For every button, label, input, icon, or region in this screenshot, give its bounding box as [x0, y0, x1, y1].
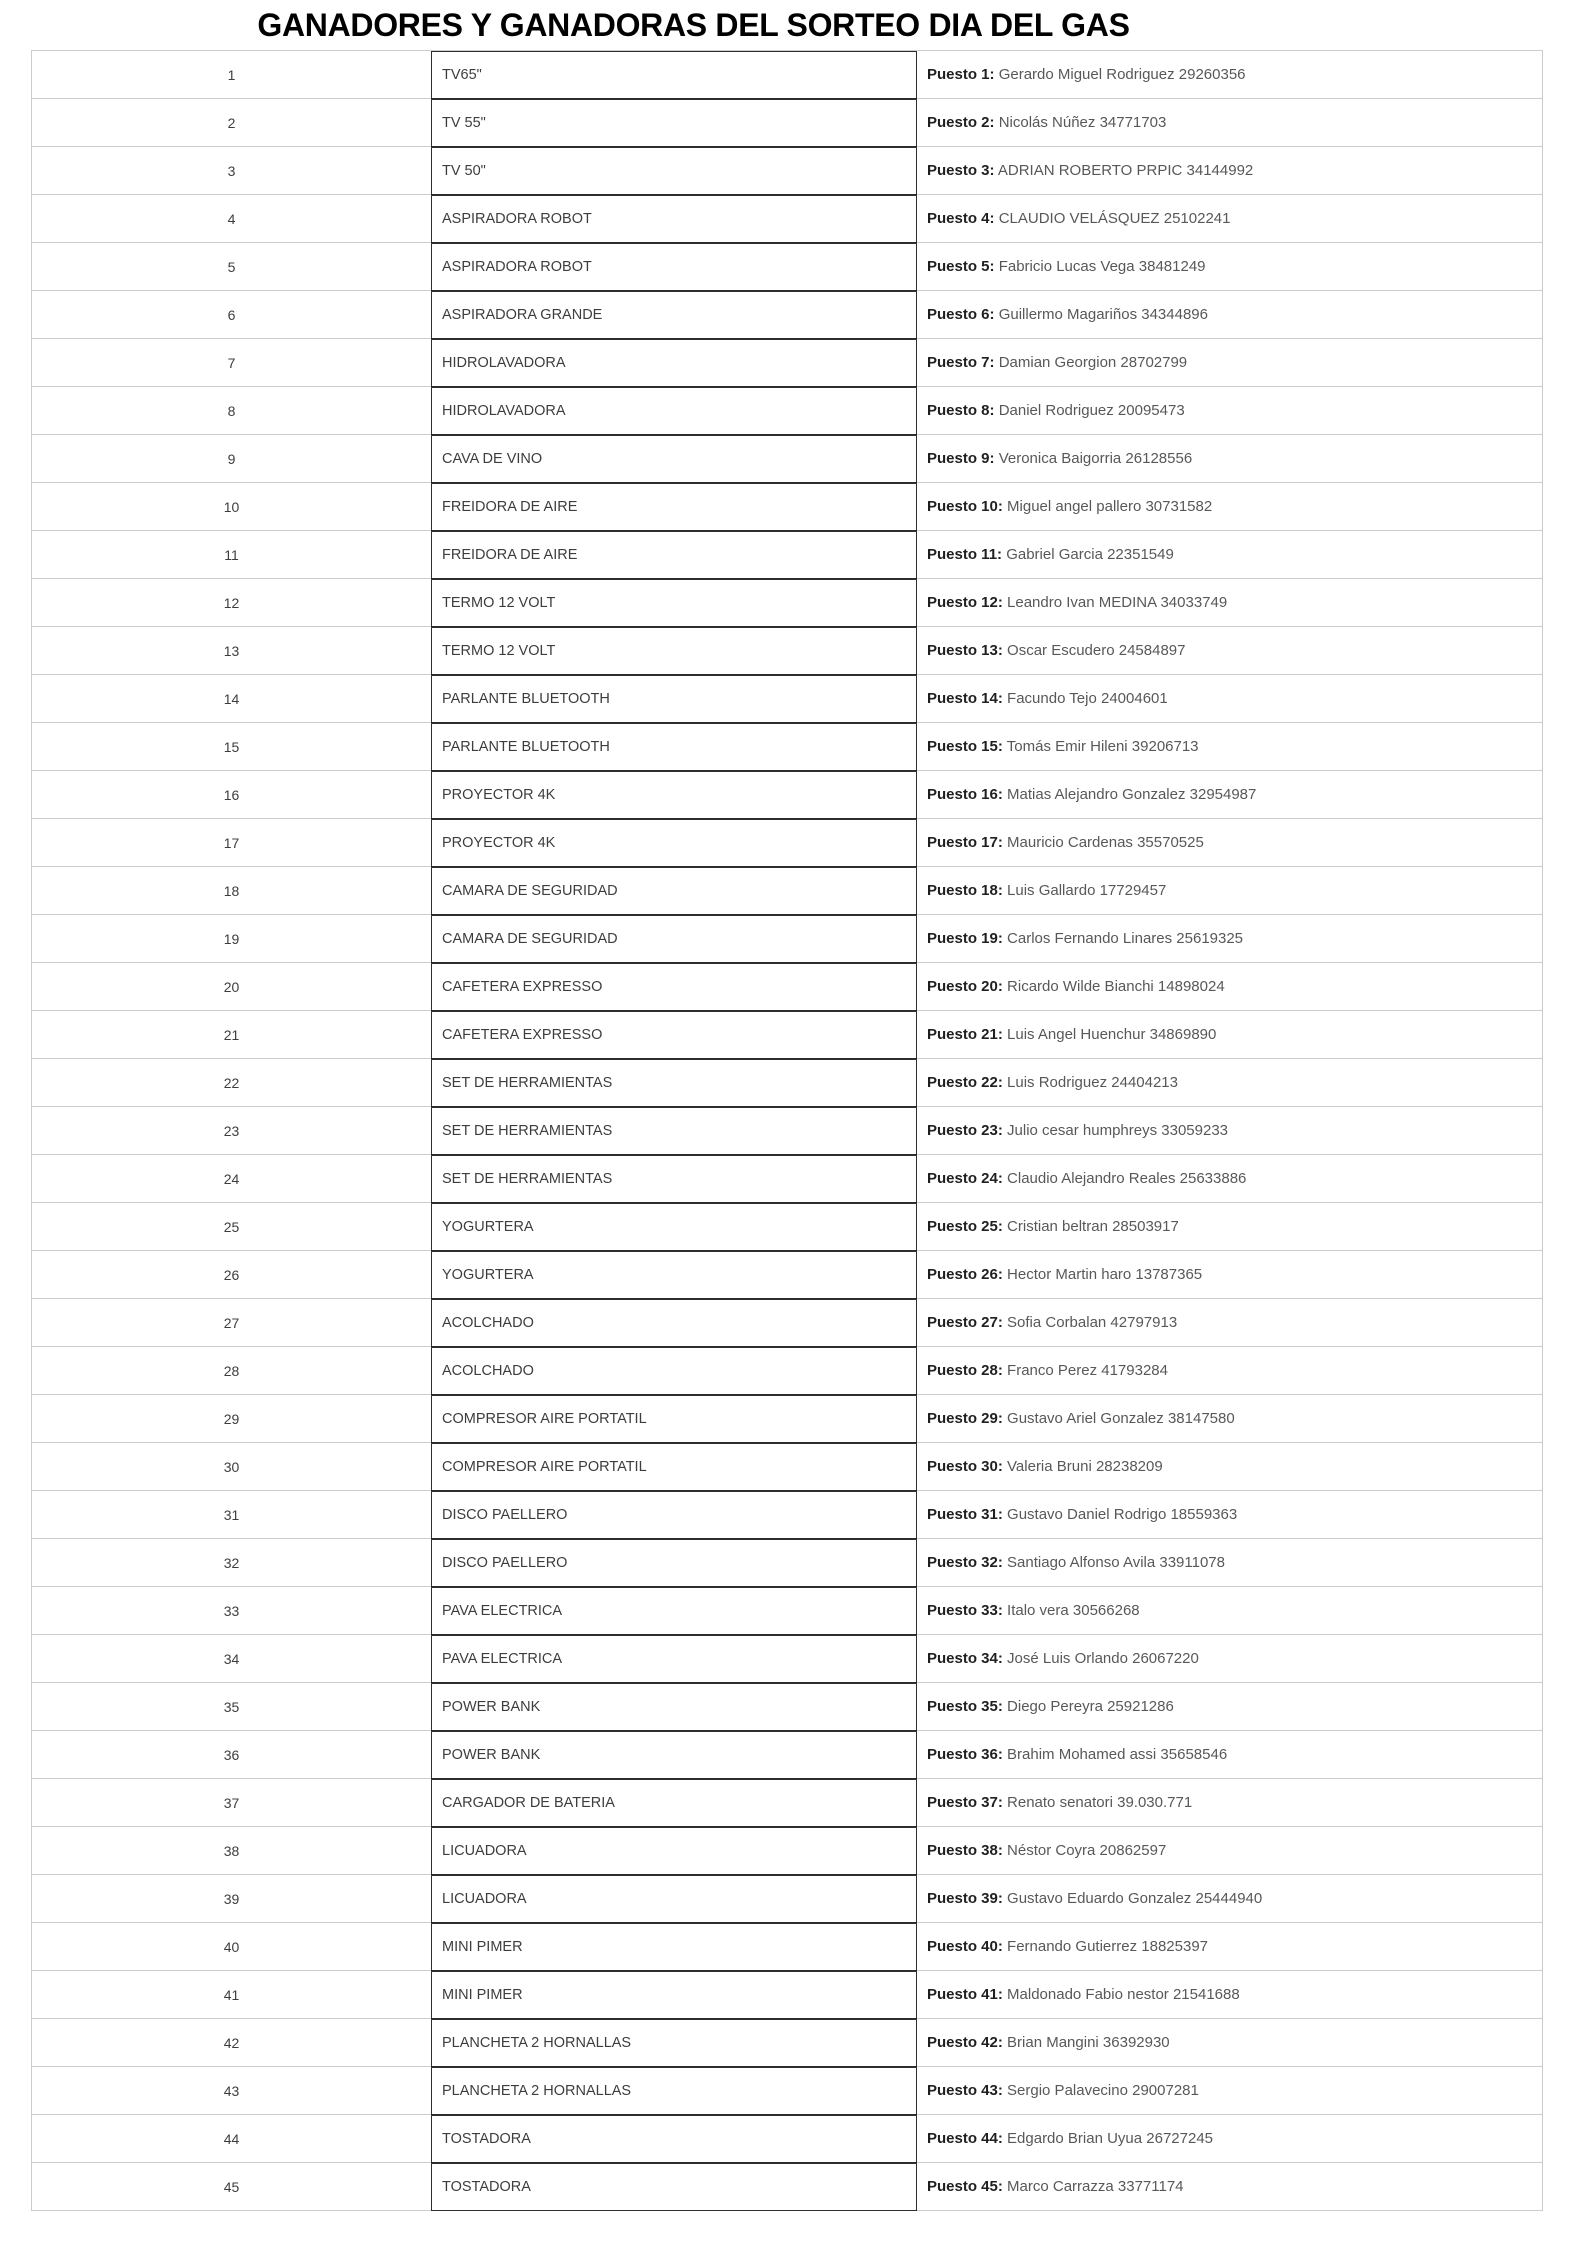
winner-cell — [917, 1683, 1542, 1730]
prize-cell: ASPIRADORA ROBOT — [431, 243, 917, 291]
prize-cell: COMPRESOR AIRE PORTATIL — [431, 1395, 917, 1443]
row-number: 21 — [223, 1026, 240, 1043]
winner-cell — [917, 1251, 1542, 1298]
prize-cell: HIDROLAVADORA — [431, 339, 917, 387]
winner-cell — [917, 675, 1542, 722]
row-number: 15 — [223, 738, 240, 755]
puesto-label: Puesto 11: — [927, 546, 1003, 563]
table-row — [32, 1539, 1542, 1587]
puesto-label: Puesto 5: — [927, 258, 995, 275]
winner-cell — [917, 1395, 1542, 1442]
puesto-label: Puesto 15: — [927, 738, 1003, 755]
winner-name: Gustavo Eduardo Gonzalez 25444940 — [1007, 1890, 1263, 1907]
row-number: 17 — [223, 834, 240, 851]
prize-cell: TOSTADORA — [431, 2163, 917, 2211]
puesto-label: Puesto 8: — [927, 402, 995, 419]
table-row — [32, 1347, 1542, 1395]
table-row — [32, 483, 1542, 531]
table-row — [32, 771, 1542, 819]
row-number: 1 — [227, 66, 236, 83]
row-number: 25 — [223, 1218, 240, 1235]
table-row — [32, 1011, 1542, 1059]
prize-cell: HIDROLAVADORA — [431, 387, 917, 435]
table-row — [32, 1587, 1542, 1635]
prize-cell: PLANCHETA 2 HORNALLAS — [431, 2067, 917, 2115]
prize-cell: PAVA ELECTRICA — [431, 1587, 917, 1635]
winner-cell — [917, 99, 1542, 146]
puesto-label: Puesto 29: — [927, 1410, 1003, 1427]
winner-name: Guillermo Magariños 34344896 — [998, 306, 1208, 323]
table-row — [32, 195, 1542, 243]
winner-name: Fernando Gutierrez 18825397 — [1007, 1938, 1209, 1955]
row-number: 36 — [223, 1746, 240, 1763]
table-row — [32, 1875, 1542, 1923]
prize-cell: PAVA ELECTRICA — [431, 1635, 917, 1683]
prize-cell: SET DE HERRAMIENTAS — [431, 1155, 917, 1203]
winner-cell — [917, 579, 1542, 626]
table-row — [32, 1251, 1542, 1299]
puesto-label: Puesto 12: — [927, 594, 1003, 611]
row-number: 29 — [223, 1410, 240, 1427]
table-row — [32, 2067, 1542, 2115]
table-row — [32, 1683, 1542, 1731]
prize-cell: TERMO 12 VOLT — [431, 579, 917, 627]
row-number: 33 — [223, 1602, 240, 1619]
winner-name: Maldonado Fabio nestor 21541688 — [1007, 1986, 1240, 2003]
winner-cell — [917, 963, 1542, 1010]
prize-cell: LICUADORA — [431, 1875, 917, 1923]
winner-name: Matias Alejandro Gonzalez 32954987 — [1007, 786, 1257, 803]
row-number: 30 — [223, 1458, 240, 1475]
puesto-label: Puesto 31: — [927, 1506, 1003, 1523]
prize-cell: ASPIRADORA GRANDE — [431, 291, 917, 339]
row-number: 41 — [223, 1986, 240, 2003]
table-row — [32, 675, 1542, 723]
puesto-label: Puesto 2: — [927, 114, 995, 131]
row-number: 40 — [223, 1938, 240, 1955]
winner-name: Brian Mangini 36392930 — [1007, 2034, 1170, 2051]
puesto-label: Puesto 16: — [927, 786, 1003, 803]
row-number: 42 — [223, 2034, 240, 2051]
puesto-label: Puesto 42: — [927, 2034, 1003, 2051]
winner-cell — [917, 1875, 1542, 1922]
table-row — [32, 579, 1542, 627]
prize-cell: POWER BANK — [431, 1683, 917, 1731]
winner-name: Sergio Palavecino 29007281 — [1007, 2082, 1199, 2099]
puesto-label: Puesto 6: — [927, 306, 995, 323]
row-number: 19 — [223, 930, 240, 947]
winner-name: Cristian beltran 28503917 — [1007, 1218, 1179, 1235]
winner-name: Italo vera 30566268 — [1007, 1602, 1140, 1619]
puesto-label: Puesto 4: — [927, 210, 995, 227]
winner-name: Gustavo Ariel Gonzalez 38147580 — [1007, 1410, 1235, 1427]
prize-cell: MINI PIMER — [431, 1971, 917, 2019]
row-number: 18 — [223, 882, 240, 899]
winner-cell — [917, 243, 1542, 290]
row-number: 32 — [223, 1554, 240, 1571]
row-number: 14 — [223, 690, 240, 707]
puesto-label: Puesto 21: — [927, 1026, 1003, 1043]
winner-cell — [917, 483, 1542, 530]
puesto-label: Puesto 40: — [927, 1938, 1003, 1955]
winner-cell — [917, 1635, 1542, 1682]
table-row — [32, 2115, 1542, 2163]
winner-name: José Luis Orlando 26067220 — [1007, 1650, 1199, 1667]
puesto-label: Puesto 35: — [927, 1698, 1003, 1715]
prize-cell: SET DE HERRAMIENTAS — [431, 1059, 917, 1107]
winner-name: Luis Rodriguez 24404213 — [1007, 1074, 1178, 1091]
prize-cell: ASPIRADORA ROBOT — [431, 195, 917, 243]
winner-cell — [917, 195, 1542, 242]
puesto-label: Puesto 25: — [927, 1218, 1003, 1235]
prize-cell: ACOLCHADO — [431, 1347, 917, 1395]
prize-cell: PROYECTOR 4K — [431, 819, 917, 867]
table-row — [32, 1491, 1542, 1539]
row-number: 2 — [227, 114, 236, 131]
table-row — [32, 1203, 1542, 1251]
table-row — [32, 339, 1542, 387]
table-row — [32, 1635, 1542, 1683]
winner-name: Franco Perez 41793284 — [1007, 1362, 1168, 1379]
table-row — [32, 99, 1542, 147]
prize-cell: TV 55" — [431, 99, 917, 147]
page-title: GANADORES Y GANADORAS DEL SORTEO DIA DEL GAS — [257, 7, 1130, 43]
puesto-label: Puesto 23: — [927, 1122, 1003, 1139]
puesto-label: Puesto 3: — [927, 162, 995, 179]
winner-name: Luis Gallardo 17729457 — [1007, 882, 1167, 899]
winner-name: Edgardo Brian Uyua 26727245 — [1007, 2130, 1214, 2147]
winner-name: Fabricio Lucas Vega 38481249 — [998, 258, 1206, 275]
puesto-label: Puesto 34: — [927, 1650, 1003, 1667]
winner-cell — [917, 1155, 1542, 1202]
winner-name: Gabriel Garcia 22351549 — [1006, 546, 1174, 563]
winner-name: Veronica Baigorria 26128556 — [998, 450, 1193, 467]
row-number: 27 — [223, 1314, 240, 1331]
winner-name: Hector Martin haro 13787365 — [1007, 1266, 1203, 1283]
row-number: 22 — [223, 1074, 240, 1091]
row-number: 16 — [223, 786, 240, 803]
row-number: 20 — [223, 978, 240, 995]
row-number: 39 — [223, 1890, 240, 1907]
winner-cell — [917, 771, 1542, 818]
prize-cell: CAVA DE VINO — [431, 435, 917, 483]
table-row — [32, 1299, 1542, 1347]
winner-cell — [917, 387, 1542, 434]
puesto-label: Puesto 14: — [927, 690, 1003, 707]
prize-cell: DISCO PAELLERO — [431, 1539, 917, 1587]
row-number: 23 — [223, 1122, 240, 1139]
winner-cell — [917, 147, 1542, 194]
prize-cell: FREIDORA DE AIRE — [431, 531, 917, 579]
prize-cell: CARGADOR DE BATERIA — [431, 1779, 917, 1827]
puesto-label: Puesto 9: — [927, 450, 995, 467]
winner-cell — [917, 1779, 1542, 1826]
winner-cell — [917, 819, 1542, 866]
row-number: 37 — [223, 1794, 240, 1811]
winner-name: Miguel angel pallero 30731582 — [1007, 498, 1213, 515]
table-row — [32, 147, 1542, 195]
winner-name: Luis Angel Huenchur 34869890 — [1007, 1026, 1217, 1043]
winner-cell — [917, 1107, 1542, 1154]
winner-name: Valeria Bruni 28238209 — [1007, 1458, 1163, 1475]
table-row — [32, 1779, 1542, 1827]
table-row — [32, 531, 1542, 579]
winner-cell — [917, 2019, 1542, 2066]
prize-cell: CAFETERA EXPRESSO — [431, 963, 917, 1011]
prize-cell: CAMARA DE SEGURIDAD — [431, 915, 917, 963]
prize-cell: LICUADORA — [431, 1827, 917, 1875]
puesto-label: Puesto 32: — [927, 1554, 1003, 1571]
winner-cell — [917, 1491, 1542, 1538]
winner-name: Claudio Alejandro Reales 25633886 — [1007, 1170, 1247, 1187]
winner-cell — [917, 1347, 1542, 1394]
prize-cell: FREIDORA DE AIRE — [431, 483, 917, 531]
prize-cell: POWER BANK — [431, 1731, 917, 1779]
prize-cell: PARLANTE BLUETOOTH — [431, 675, 917, 723]
puesto-label: Puesto 13: — [927, 642, 1003, 659]
prize-cell: ACOLCHADO — [431, 1299, 917, 1347]
winner-name: CLAUDIO VELÁSQUEZ 25102241 — [998, 210, 1231, 227]
winner-name: Sofia Corbalan 42797913 — [1007, 1314, 1178, 1331]
table-row — [32, 435, 1542, 483]
winners-table — [31, 50, 1543, 2211]
table-row — [32, 2019, 1542, 2067]
row-number: 45 — [223, 2178, 240, 2195]
row-number: 31 — [223, 1506, 240, 1523]
table-row — [32, 627, 1542, 675]
winner-name: Julio cesar humphreys 33059233 — [1007, 1122, 1229, 1139]
winner-cell — [917, 1587, 1542, 1634]
winner-cell — [917, 2115, 1542, 2162]
winner-cell — [917, 435, 1542, 482]
row-number: 4 — [227, 210, 236, 227]
winner-name: Gustavo Daniel Rodrigo 18559363 — [1007, 1506, 1238, 1523]
prize-cell: CAFETERA EXPRESSO — [431, 1011, 917, 1059]
winner-name: Facundo Tejo 24004601 — [1007, 690, 1168, 707]
row-number: 3 — [227, 162, 236, 179]
table-row — [32, 1395, 1542, 1443]
winner-name: Tomás Emir Hileni 39206713 — [1006, 738, 1199, 755]
winner-cell — [917, 1923, 1542, 1970]
winner-name: Mauricio Cardenas 35570525 — [1007, 834, 1204, 851]
prize-cell: YOGURTERA — [431, 1251, 917, 1299]
table-row — [32, 243, 1542, 291]
puesto-label: Puesto 7: — [927, 354, 995, 371]
puesto-label: Puesto 19: — [927, 930, 1003, 947]
winner-cell — [917, 1539, 1542, 1586]
prize-cell: DISCO PAELLERO — [431, 1491, 917, 1539]
prize-cell: SET DE HERRAMIENTAS — [431, 1107, 917, 1155]
puesto-label: Puesto 44: — [927, 2130, 1003, 2147]
winner-name: Santiago Alfonso Avila 33911078 — [1007, 1554, 1225, 1571]
prize-cell: PARLANTE BLUETOOTH — [431, 723, 917, 771]
winner-name: Néstor Coyra 20862597 — [1007, 1842, 1167, 1859]
table-row — [32, 915, 1542, 963]
row-number: 34 — [223, 1650, 240, 1667]
winner-cell — [917, 531, 1542, 578]
winner-cell — [917, 915, 1542, 962]
table-row — [32, 1107, 1542, 1155]
prize-cell: TV 50" — [431, 147, 917, 195]
row-number: 24 — [223, 1170, 240, 1187]
row-number: 38 — [223, 1842, 240, 1859]
winner-cell — [917, 1299, 1542, 1346]
winner-name: ADRIAN ROBERTO PRPIC 34144992 — [997, 162, 1254, 179]
row-number: 8 — [227, 402, 236, 419]
winner-name: Daniel Rodriguez 20095473 — [998, 402, 1185, 419]
table-row — [32, 51, 1542, 99]
winner-cell — [917, 1731, 1542, 1778]
puesto-label: Puesto 26: — [927, 1266, 1003, 1283]
winner-cell — [917, 1059, 1542, 1106]
prize-cell: TERMO 12 VOLT — [431, 627, 917, 675]
winner-cell — [917, 1011, 1542, 1058]
row-number: 10 — [223, 498, 240, 515]
winner-name: Ricardo Wilde Bianchi 14898024 — [1007, 978, 1225, 995]
puesto-label: Puesto 1: — [927, 66, 995, 83]
winner-cell — [917, 723, 1542, 770]
puesto-label: Puesto 20: — [927, 978, 1003, 995]
table-row — [32, 1155, 1542, 1203]
puesto-label: Puesto 28: — [927, 1362, 1003, 1379]
prize-cell: COMPRESOR AIRE PORTATIL — [431, 1443, 917, 1491]
winner-cell — [917, 1203, 1542, 1250]
row-number: 43 — [223, 2082, 240, 2099]
winner-cell — [917, 1827, 1542, 1874]
table-row — [32, 867, 1542, 915]
puesto-label: Puesto 27: — [927, 1314, 1003, 1331]
prize-cell: YOGURTERA — [431, 1203, 917, 1251]
winner-cell — [917, 1443, 1542, 1490]
row-number: 11 — [224, 546, 239, 563]
puesto-label: Puesto 38: — [927, 1842, 1003, 1859]
table-row — [32, 1827, 1542, 1875]
prize-cell: MINI PIMER — [431, 1923, 917, 1971]
puesto-label: Puesto 39: — [927, 1890, 1003, 1907]
winner-cell — [917, 1971, 1542, 2018]
row-number: 35 — [223, 1698, 240, 1715]
puesto-label: Puesto 43: — [927, 2082, 1003, 2099]
winner-cell — [917, 51, 1542, 98]
winner-name: Leandro Ivan MEDINA 34033749 — [1007, 594, 1228, 611]
winner-name: Gerardo Miguel Rodriguez 29260356 — [998, 66, 1246, 83]
row-number: 13 — [223, 642, 240, 659]
winner-name: Nicolás Núñez 34771703 — [998, 114, 1167, 131]
row-number: 44 — [223, 2130, 240, 2147]
table-row — [32, 1059, 1542, 1107]
row-number: 7 — [227, 354, 236, 371]
puesto-label: Puesto 24: — [927, 1170, 1003, 1187]
table-row — [32, 1971, 1542, 2019]
table-row — [32, 1923, 1542, 1971]
prize-cell: TOSTADORA — [431, 2115, 917, 2163]
prize-cell: TV65" — [431, 51, 917, 99]
prize-cell: PLANCHETA 2 HORNALLAS — [431, 2019, 917, 2067]
winner-name: Carlos Fernando Linares 25619325 — [1007, 930, 1244, 947]
prize-cell: CAMARA DE SEGURIDAD — [431, 867, 917, 915]
winner-name: Damian Georgion 28702799 — [998, 354, 1188, 371]
winner-name: Diego Pereyra 25921286 — [1007, 1698, 1174, 1715]
puesto-label: Puesto 17: — [927, 834, 1003, 851]
table-row — [32, 1731, 1542, 1779]
winner-name: Marco Carrazza 33771174 — [1007, 2178, 1184, 2195]
puesto-label: Puesto 45: — [927, 2178, 1003, 2195]
winner-cell — [917, 2067, 1542, 2114]
winner-name: Oscar Escudero 24584897 — [1007, 642, 1186, 659]
winner-cell — [917, 291, 1542, 338]
table-row — [32, 723, 1542, 771]
puesto-label: Puesto 36: — [927, 1746, 1003, 1763]
winner-cell — [917, 867, 1542, 914]
row-number: 6 — [227, 306, 236, 323]
winner-name: Brahim Mohamed assi 35658546 — [1007, 1746, 1228, 1763]
row-number: 12 — [223, 594, 240, 611]
table-row — [32, 387, 1542, 435]
puesto-label: Puesto 18: — [927, 882, 1003, 899]
table-row — [32, 819, 1542, 867]
puesto-label: Puesto 30: — [927, 1458, 1003, 1475]
table-row — [32, 963, 1542, 1011]
winner-name: Renato senatori 39.030.771 — [1007, 1794, 1193, 1811]
puesto-label: Puesto 41: — [927, 1986, 1003, 2003]
row-number: 26 — [223, 1266, 240, 1283]
winner-cell — [917, 339, 1542, 386]
puesto-label: Puesto 22: — [927, 1074, 1003, 1091]
prize-cell: PROYECTOR 4K — [431, 771, 917, 819]
table-row — [32, 291, 1542, 339]
puesto-label: Puesto 10: — [927, 498, 1003, 515]
winner-cell — [917, 627, 1542, 674]
row-number: 9 — [227, 450, 236, 467]
winner-cell — [917, 2163, 1542, 2210]
puesto-label: Puesto 37: — [927, 1794, 1003, 1811]
table-row — [32, 1443, 1542, 1491]
row-number: 28 — [223, 1362, 240, 1379]
table-row — [32, 2163, 1542, 2211]
puesto-label: Puesto 33: — [927, 1602, 1003, 1619]
row-number: 5 — [227, 258, 236, 275]
